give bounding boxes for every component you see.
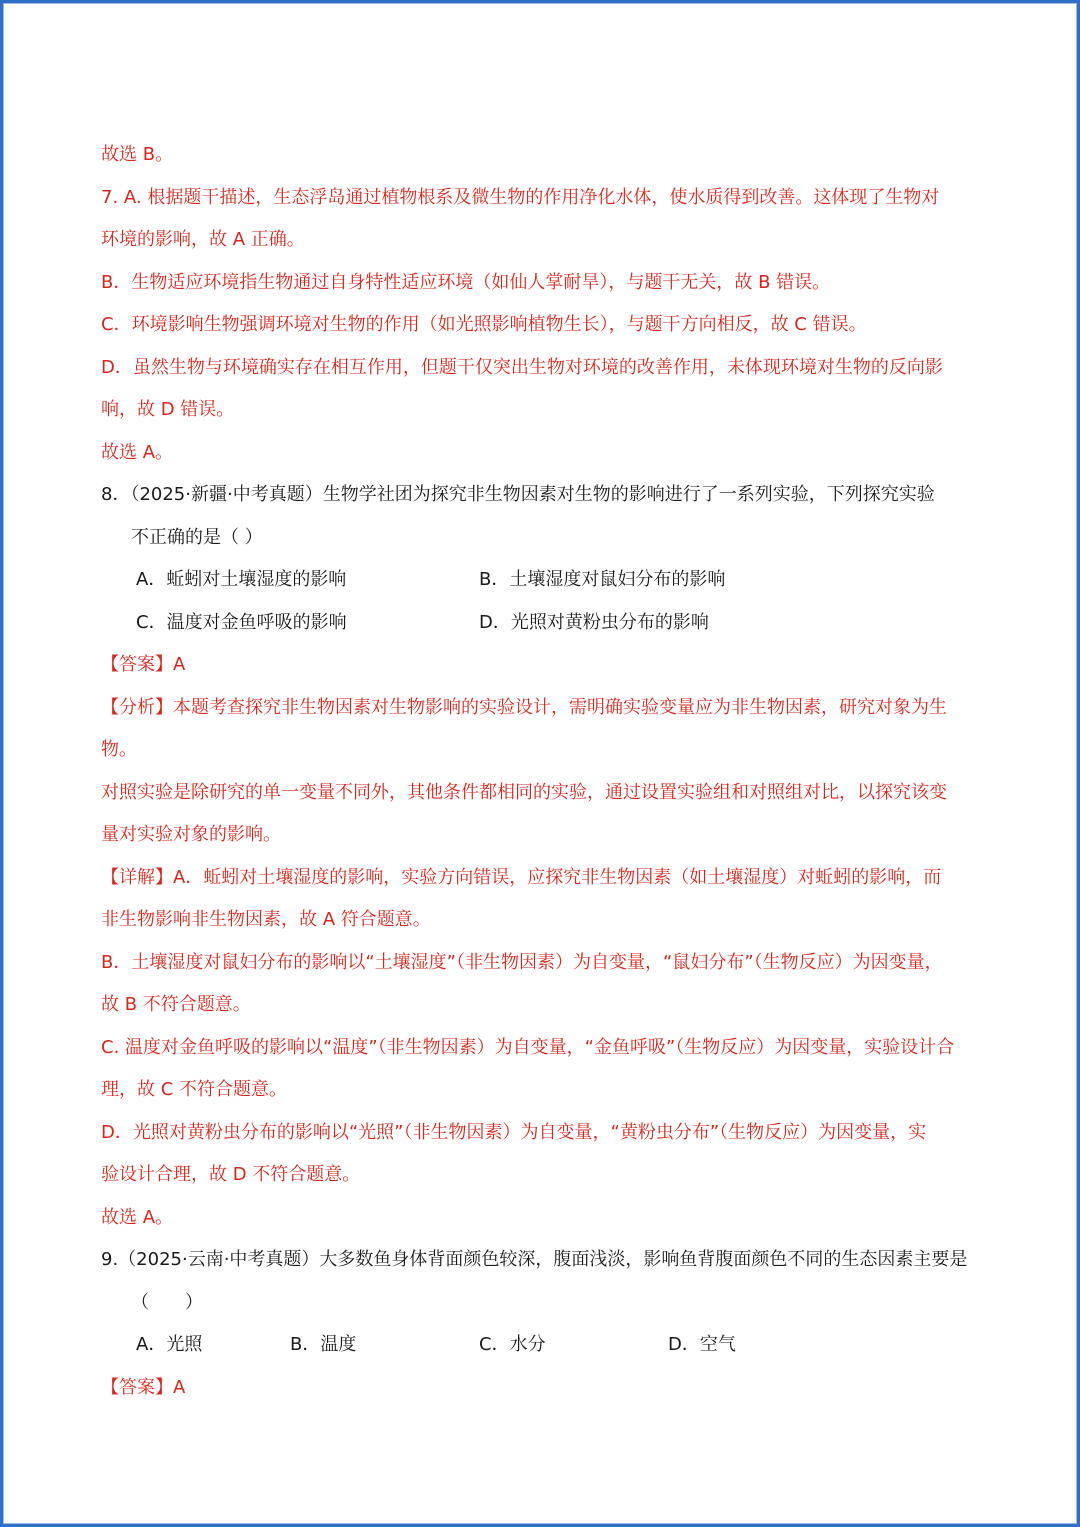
q7-explanation-b: B．生物适应环境指生物通过自身特性适应环境（如仙人掌耐旱），与题干无关，故 B 错误。 (101, 271, 831, 293)
q6-conclusion: 故选 B。 (101, 144, 174, 165)
q8-detail-b-line2: 故 B 不符合题意。 (101, 994, 251, 1015)
q9-option-c: C．水分 (479, 1334, 546, 1355)
q8-option-d: D．光照对黄粉虫分布的影响 (479, 611, 709, 633)
q8-control-line2: 量对实验对象的影响。 (101, 824, 281, 845)
q8-analysis-line1: 【分析】本题考查探究非生物因素对生物影响的实验设计，需明确实验变量应为非生物因素，研究对象为生 (101, 696, 947, 718)
q9-option-b: B．温度 (290, 1334, 357, 1355)
q7-explanation-a-line1: 7. A. 根据题干描述，生态浮岛通过植物根系及微生物的作用净化水体，使水质得到改善。这体现了生物对 (101, 186, 940, 208)
q8-detail-c-line2: 理，故 C 不符合题意。 (101, 1079, 288, 1100)
q8-detail-a-line1: 【详解】A．蚯蚓对土壤湿度的影响，实验方向错误，应探究非生物因素（如土壤湿度）对蚯蚓的影响，而 (101, 866, 942, 888)
q8-options-row1 (101, 559, 995, 602)
q7-explanation-d-line1: D．虽然生物与环境确实存在相互作用，但题干仅突出生物对环境的改善作用，未体现环境对生物的反向影 (101, 356, 943, 378)
q8-detail-d-line1: D．光照对黄粉虫分布的影响以“光照”（非生物因素）为自变量，“黄粉虫分布”（生物反应）为因变量，实 (101, 1121, 927, 1143)
q7-explanation-c: C．环境影响生物强调环境对生物的作用（如光照影响植物生长），与题干方向相反，故 C 错误。 (101, 314, 867, 335)
q8-analysis-line2: 物。 (101, 739, 137, 760)
q9-answer: 【答案】A (101, 1376, 186, 1398)
q8-detail-b-line1: B．土壤湿度对鼠妇分布的影响以“土壤湿度”（非生物因素）为自变量，“鼠妇分布”（生物反应）为因变量， (101, 951, 943, 973)
q8-detail-d-line2: 验设计合理，故 D 不符合题意。 (101, 1164, 361, 1185)
q9-options-row (101, 1324, 995, 1367)
document-content (101, 134, 995, 1409)
q8-stem-line2: 不正确的是（ ） (131, 526, 263, 548)
q8-detail-a-line2: 非生物影响非生物因素，故 A 符合题意。 (101, 909, 431, 930)
q7-explanation-d-line2: 响，故 D 错误。 (101, 399, 235, 420)
q8-option-a: A．蚯蚓对土壤湿度的影响 (136, 569, 347, 590)
q8-option-c: C．温度对金鱼呼吸的影响 (136, 611, 347, 633)
q9-stem-line1: 9.（2025·云南·中考真题）大多数鱼身体背面颜色较深，腹面浅淡，影响鱼背腹面颜色不同的生态因素主要是 (101, 1249, 968, 1270)
q9-stem-line2: （ ） (131, 1291, 203, 1313)
q8-detail-c-line1: C. 温度对金鱼呼吸的影响以“温度”（非生物因素）为自变量，“金鱼呼吸”（生物反应）为因变量，实验设计合 (101, 1036, 955, 1058)
q8-conclusion: 故选 A。 (101, 1206, 174, 1228)
q8-stem-line1: 8．（2025·新疆·中考真题）生物学社团为探究非生物因素对生物的影响进行了一系列实验，下列探究实验 (101, 484, 935, 505)
q8-option-b: B．土壤湿度对鼠妇分布的影响 (479, 569, 726, 590)
q9-option-a: A．光照 (136, 1334, 203, 1355)
q8-options-row2 (101, 602, 995, 645)
q8-control-line1: 对照实验是除研究的单一变量不同外，其他条件都相同的实验，通过设置实验组和对照组对比，以探究该变 (101, 781, 947, 803)
q7-explanation-a-line2: 环境的影响，故 A 正确。 (101, 229, 305, 250)
q9-option-d: D．空气 (668, 1334, 736, 1355)
q7-conclusion: 故选 A。 (101, 441, 174, 463)
q8-answer: 【答案】A (101, 654, 186, 675)
